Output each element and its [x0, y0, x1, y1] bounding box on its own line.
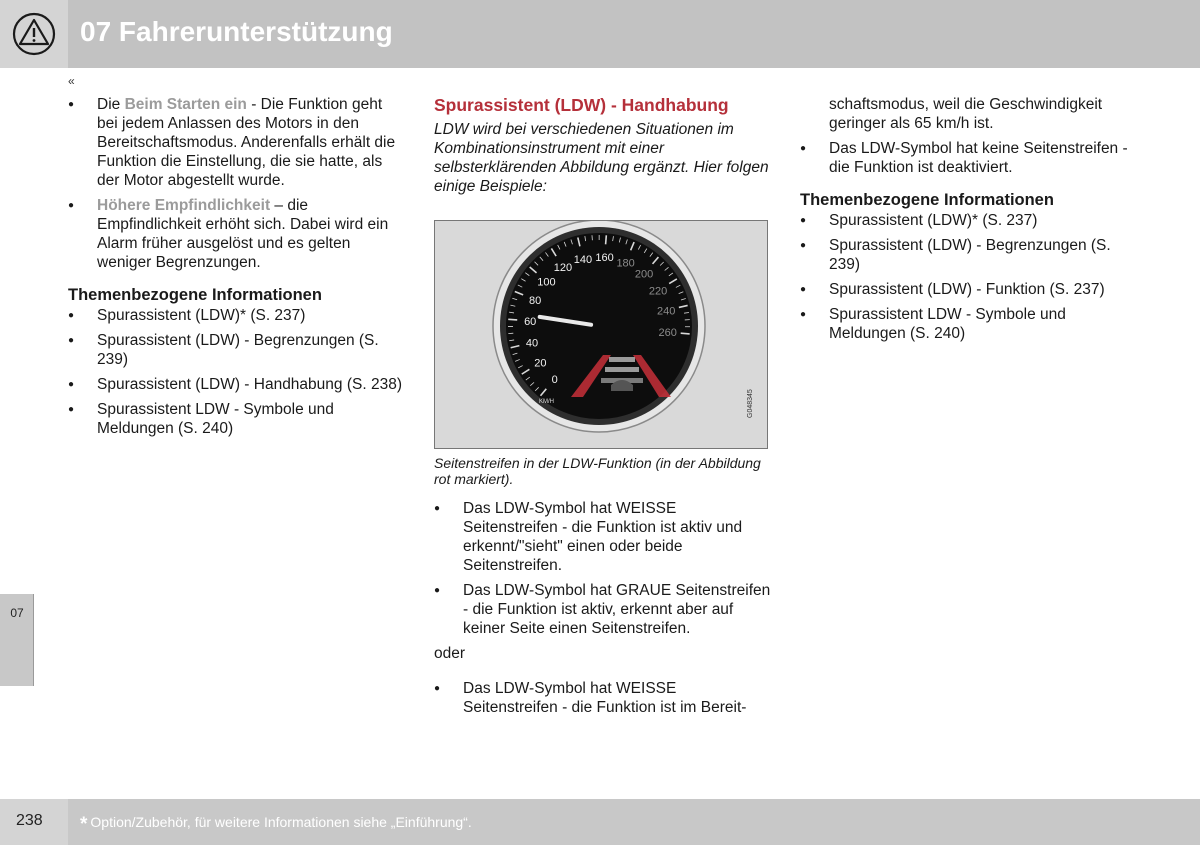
chapter-title: 07 Fahrerunterstützung: [80, 16, 393, 47]
speed-label: 40: [525, 337, 539, 350]
column-2: [434, 95, 772, 723]
related-info-heading: Themenbezogene Informationen: [800, 191, 1054, 209]
footer: [0, 799, 1200, 845]
figure-code: G048345: [747, 389, 754, 418]
related-link[interactable]: ● Spurassistent (LDW) - Handhabung (S. 238): [68, 375, 406, 394]
figure-caption: Seitenstreifen in der LDW-Funktion (in der Abbildung rot markiert).: [434, 455, 761, 487]
gauge-tick: [508, 319, 517, 320]
speed-label: 180: [616, 257, 635, 270]
option-highlight: Beim Starten ein: [124, 96, 247, 113]
page-number: 238: [16, 812, 43, 829]
footer-note: [80, 814, 472, 836]
related-link[interactable]: ● Spurassistent (LDW)* (S. 237): [800, 211, 1138, 230]
previous-page-icon[interactable]: «: [68, 74, 73, 88]
speed-label: 160: [595, 252, 614, 265]
speedometer-gauge: [435, 221, 769, 450]
speed-label: 240: [657, 305, 676, 318]
related-link[interactable]: ● Spurassistent LDW - Symbole und Meldungen (S. 240): [68, 400, 406, 438]
chapter-tab[interactable]: [0, 594, 34, 686]
list-item: ● Die Beim Starten ein - Die Funktion geht bei jedem Anlassen des Motors in den Bereitschaftsmodus. Anderenfalls erhält die Funktion die Einstellung, die sie hatte, als der Motor abgestellt wurde.: [68, 95, 406, 190]
speed-label: 100: [537, 276, 556, 289]
header-icon-box: [0, 0, 68, 68]
speed-label: 60: [524, 315, 537, 328]
ldw-state-list-2: [434, 679, 772, 717]
oder-text: oder: [434, 645, 466, 662]
footnote-star: *: [80, 814, 88, 835]
footer-note-text: Option/Zubehör, für weitere Informationen siehe „Einführung“.: [90, 814, 472, 830]
chapter-header: [0, 0, 1200, 68]
speed-label: 120: [553, 262, 573, 275]
list-item: ● Das LDW-Symbol hat keine Seitenstreifen - die Funktion ist deaktiviert.: [800, 139, 1138, 177]
related-link[interactable]: ● Spurassistent (LDW) - Begrenzungen (S. 239): [68, 331, 406, 369]
gauge-tick: [606, 235, 607, 244]
section-heading: Spurassistent (LDW) - Handhabung: [434, 95, 729, 115]
list-item: ● Das LDW-Symbol hat WEISSE Seitenstreifen - die Funktion ist im Bereit-: [434, 679, 772, 717]
option-highlight: Höhere Empfindlichkeit: [97, 197, 271, 214]
related-link[interactable]: ● Spurassistent LDW - Symbole und Meldungen (S. 240): [800, 305, 1138, 343]
page-number-box: [0, 799, 68, 845]
list-item: ● Höhere Empfindlichkeit – die Empfindlichkeit erhöht sich. Dabei wird ein Alarm früher ausgelöst und es gelten weniger Begrenzungen.: [68, 196, 406, 272]
speed-label: 0: [551, 373, 558, 386]
continuation-text: schaftsmodus, weil die Geschwindigkeit geringer als 65 km/h ist.: [829, 96, 1103, 132]
speed-label: 220: [648, 285, 668, 298]
list-item: ● Das LDW-Symbol hat GRAUE Seitenstreifen - die Funktion ist aktiv, erkennt aber auf keiner Seite einen Seitenstreifen.: [434, 581, 772, 638]
related-link[interactable]: ● Spurassistent (LDW) - Funktion (S. 237): [800, 280, 1138, 299]
gauge-tick: [681, 333, 690, 334]
column-1: [68, 95, 406, 444]
speedometer-figure: [434, 220, 768, 449]
chapter-tab-label: 07: [10, 606, 24, 620]
column-3: [800, 95, 1138, 349]
related-link[interactable]: ● Spurassistent (LDW)* (S. 237): [68, 306, 406, 325]
option-list: [68, 95, 406, 272]
related-link[interactable]: ● Spurassistent (LDW) - Begrenzungen (S. 239): [800, 236, 1138, 274]
speed-label: 140: [573, 253, 593, 266]
unit-label: KM/H: [539, 399, 554, 405]
warning-triangle-icon: [12, 12, 56, 56]
ldw-state-list: [434, 499, 772, 638]
speed-label: 260: [658, 327, 677, 340]
list-item: ● Das LDW-Symbol hat WEISSE Seitenstreifen - die Funktion ist aktiv und erkennt/"sieht" einen oder beide Seitenstreifen.: [434, 499, 772, 575]
speed-label: 200: [634, 268, 654, 281]
related-links: [800, 211, 1138, 343]
speed-label: 80: [529, 294, 542, 307]
intro-text: LDW wird bei verschiedenen Situationen im Kombinationsinstrument mit einer selbsterklärenden Abbildung ergänzt. Hier folgen einige Beispiele:: [434, 121, 769, 195]
related-info-heading: Themenbezogene Informationen: [68, 286, 322, 304]
ldw-state-list-3: [800, 139, 1138, 177]
speed-label: 20: [534, 357, 547, 370]
related-links: [68, 306, 406, 438]
